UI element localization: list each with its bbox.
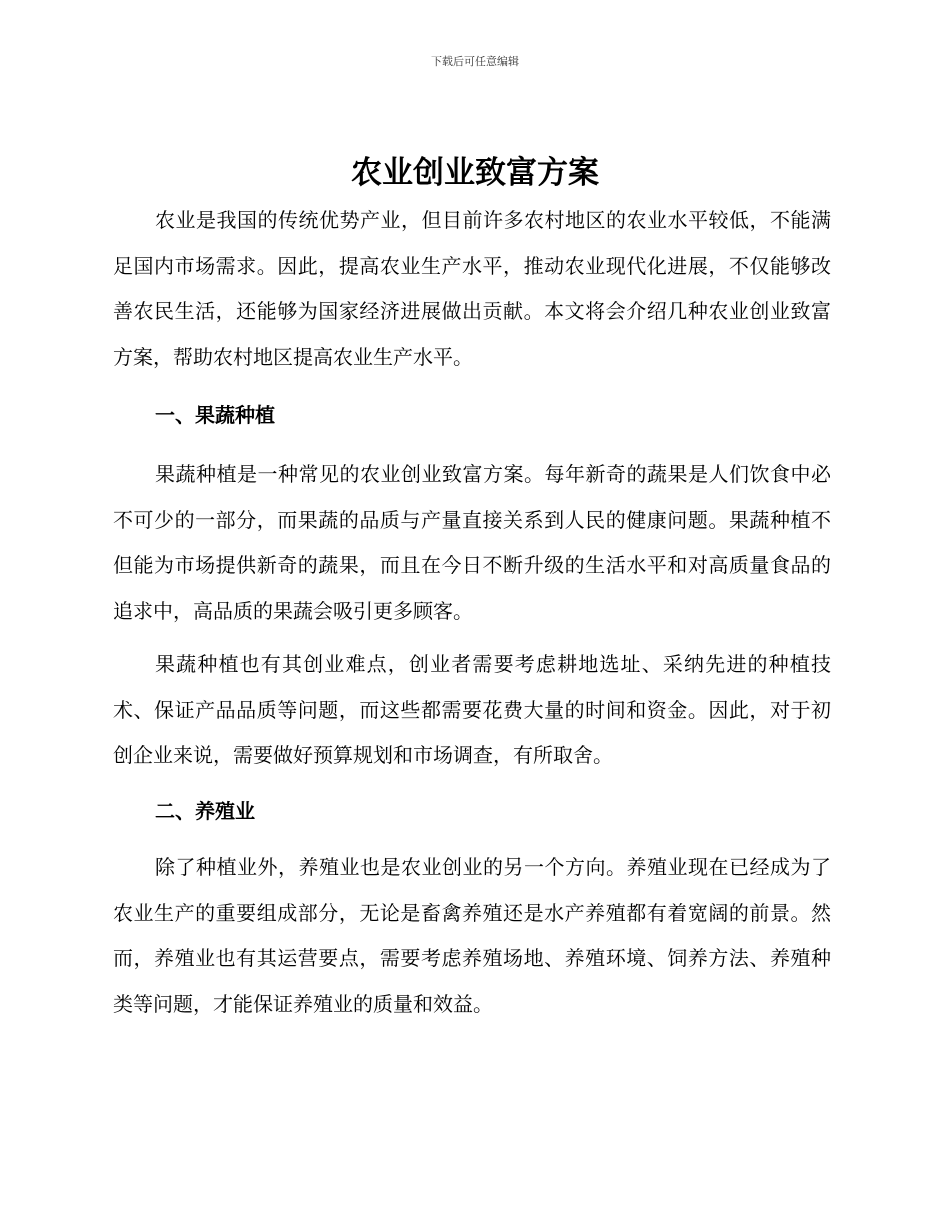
section-heading-fruit-vegetable: 一、果蔬种植	[155, 403, 275, 427]
section-heading-breeding: 二、养殖业	[155, 799, 255, 823]
section-paragraph: 除了种植业外，养殖业也是农业创业的另一个方向。养殖业现在已经成为了农业生产的重要组成部分，无论是畜禽养殖还是水产养殖都有着宽阔的前景。然而，养殖业也有其运营要点，需要考虑养殖场地、养殖环境、饲养方法、养殖种类等问题，才能保证养殖业的质量和效益。	[113, 855, 831, 1016]
intro-paragraph: 农业是我国的传统优势产业，但目前许多农村地区的农业水平较低，不能满足国内市场需求。因此，提高农业生产水平，推动农业现代化进展，不仅能够改善农民生活，还能够为国家经济进展做出贡献。本文将会介绍几种农业创业致富方案，帮助农村地区提高农业生产水平。	[113, 208, 831, 369]
section-paragraph: 果蔬种植也有其创业难点，创业者需要考虑耕地选址、采纳先进的种植技术、保证产品品质等问题，而这些都需要花费大量的时间和资金。因此，对于初创企业来说，需要做好预算规划和市场调查，有所取舍。	[113, 652, 831, 767]
document-title: 农业创业致富方案	[351, 155, 599, 191]
section-paragraph: 果蔬种植是一种常见的农业创业致富方案。每年新奇的蔬果是人们饮食中必不可少的一部分，而果蔬的品质与产量直接关系到人民的健康问题。果蔬种植不但能为市场提供新奇的蔬果，而且在今日不断升级的生活水平和对高质量食品的追求中，高品质的果蔬会吸引更多顾客。	[113, 462, 831, 623]
header-note: 下载后可任意编辑	[431, 55, 519, 68]
